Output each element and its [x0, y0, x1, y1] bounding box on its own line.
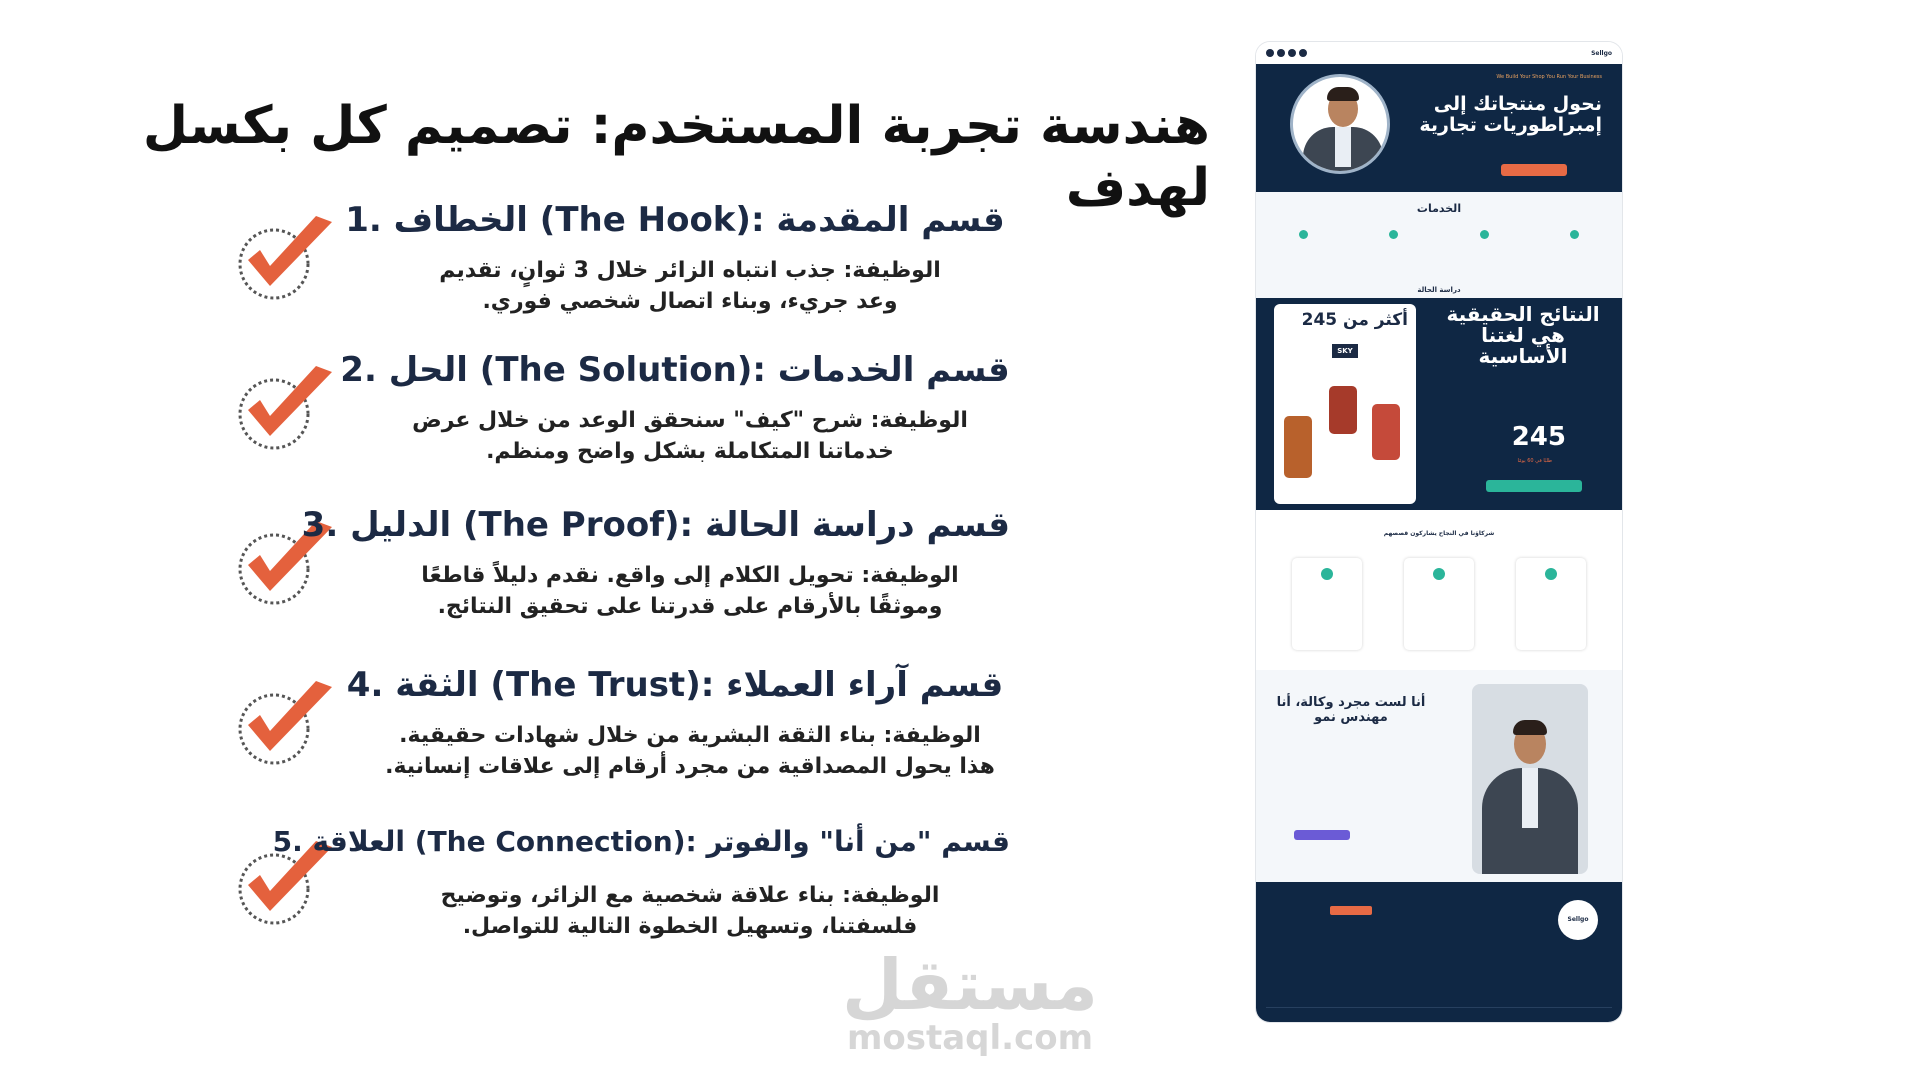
service-card: [1536, 230, 1614, 242]
footer-logo: Sellgo: [1558, 900, 1598, 940]
case-card-heading: أكثر من 245: [1301, 310, 1408, 330]
section-description: الوظيفة: شرح "كيف" سنحقق الوعد من خلال عرض خدماتنا المتكاملة بشكل واضح ومنظم.: [412, 408, 968, 464]
mockup-footer: [1256, 882, 1622, 1022]
check-icon: [230, 673, 340, 773]
case-number-caption: طلبًا في 60 يومًا: [1517, 458, 1552, 464]
testimonial-cards: [1292, 558, 1586, 650]
section-heading: قسم دراسة الحالة :(The Proof) الدليل .3: [301, 505, 1010, 545]
mockup-testimonials: [1256, 510, 1622, 670]
footer-column: [1474, 900, 1544, 904]
service-card: [1264, 230, 1342, 242]
watermark: [820, 944, 1120, 1058]
mockup-case-study: [1256, 298, 1622, 510]
product-jar: [1284, 416, 1312, 478]
hero-portrait: [1290, 74, 1390, 174]
mockup-hero: [1256, 64, 1622, 192]
case-study-card: [1274, 304, 1416, 504]
testimonials-title: شركاؤنا في النجاح يشاركون قصصهم: [1383, 530, 1495, 537]
section-heading: قسم آراء العملاء :(The Trust) الثقة .4: [346, 665, 1004, 705]
watermark-url: mostaql.com: [846, 1018, 1094, 1058]
page-title: هندسة تجربة المستخدم: تصميم كل بكسل لهدف: [142, 96, 1210, 219]
section-description: الوظيفة: بناء علاقة شخصية مع الزائر، وتوضيح فلسفتنا، وتسهيل الخطوة التالية للتواصل.: [440, 883, 940, 939]
services-columns: [1264, 230, 1614, 242]
section-heading: قسم المقدمة :(The Hook) الخطاف .1: [345, 200, 1005, 240]
section-item-proof: [230, 505, 1010, 655]
logo-small: Sellgo: [1591, 49, 1612, 57]
hero-tagline: We Build Your Shop You Run Your Business: [1496, 74, 1602, 80]
case-study-title: دراسة الحالة: [1417, 286, 1461, 294]
section-description: الوظيفة: تحويل الكلام إلى واقع. نقدم دليلاً قاطعًا وموثقًا بالأرقام على قدرتنا على تحقيق النتائج.: [421, 563, 959, 619]
section-heading: قسم "من أنا" والفوتر :(The Connection) العلاقة .5: [272, 825, 1010, 858]
services-title: الخدمات: [1416, 202, 1462, 215]
section-description: الوظيفة: بناء الثقة البشرية من خلال شهادات حقيقية. هذا يحول المصداقية من مجرد أرقام إلى علاقات إنسانية.: [385, 723, 995, 779]
social-icons: [1266, 49, 1307, 57]
footer-column: [1402, 900, 1472, 904]
testimonial-card: [1292, 558, 1362, 650]
about-photo: [1472, 684, 1588, 874]
product-jar: [1372, 404, 1400, 460]
mockup-about: [1256, 670, 1622, 882]
mockup-navbar: [1256, 42, 1622, 64]
section-description: الوظيفة: جذب انتباه الزائر خلال 3 ثوانٍ، تقديم وعد جريء، وبناء اتصال شخصي فوري.: [439, 258, 941, 314]
mockup-services: [1256, 192, 1622, 298]
section-item-trust: [230, 665, 1010, 815]
website-mockup: [1256, 42, 1622, 1022]
section-item-solution: [230, 350, 1010, 500]
case-study-button: [1486, 480, 1582, 492]
hero-heading: نحول منتجاتك إلى إمبراطوريات تجارية: [1419, 93, 1602, 136]
product-jar: [1329, 386, 1357, 434]
service-card: [1355, 230, 1433, 242]
service-card: [1445, 230, 1523, 242]
about-heading: أنا لست مجرد وكالة، أنا مهندس نمو: [1276, 695, 1426, 725]
watermark-arabic: مستقل: [841, 944, 1098, 1026]
footer-bar: [1266, 1007, 1612, 1014]
testimonial-card: [1404, 558, 1474, 650]
check-icon: [230, 208, 340, 308]
sky-logo: SKY: [1332, 344, 1358, 358]
about-button: [1294, 830, 1350, 840]
section-item-hook: [230, 200, 1010, 350]
case-heading: النتائج الحقيقية هي لغتنا الأساسية: [1446, 302, 1600, 368]
hero-cta-button: [1501, 164, 1567, 176]
case-number: 245: [1511, 422, 1566, 452]
check-icon: [230, 358, 340, 458]
testimonial-card: [1516, 558, 1586, 650]
footer-column: [1302, 900, 1372, 915]
section-heading: قسم الخدمات :(The Solution) الحل .2: [340, 350, 1010, 390]
